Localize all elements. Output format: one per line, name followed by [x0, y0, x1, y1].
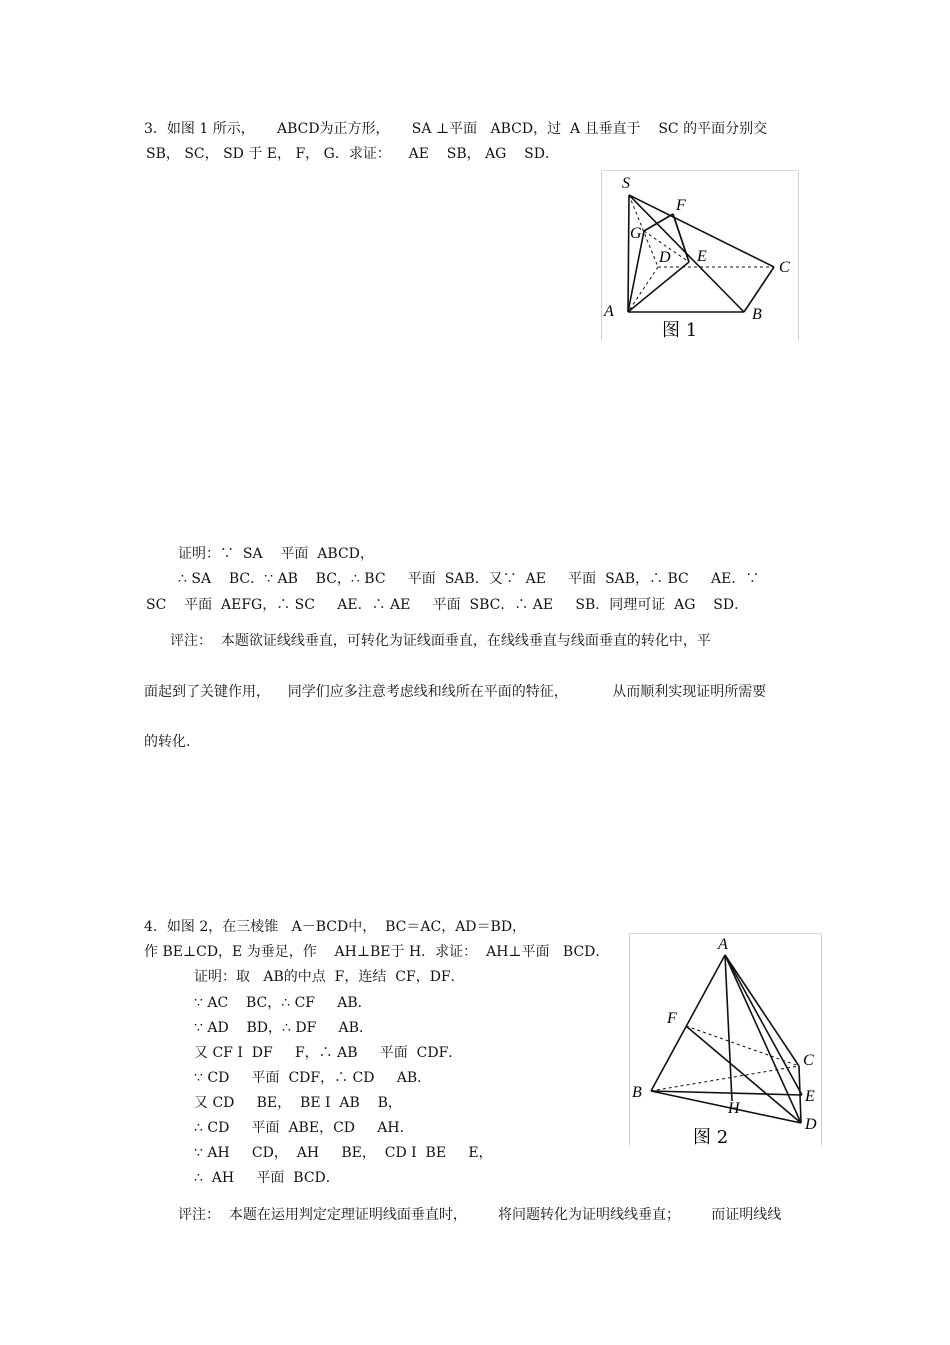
- figure2-caption: 图 2: [693, 1127, 729, 1145]
- problem4-note-line1: 评注： 本题在运用判定定理证明线面垂直时， 将问题转化为证明线线垂直； 而证明线线: [178, 1207, 782, 1223]
- figure1-label-d: D: [659, 249, 671, 266]
- problem3-note-line3: 的转化.: [144, 734, 191, 750]
- problem3-proof-line2: ∴ SA BC．∵ AB BC，∴ BC 平面 SAB．又∵ AE 平面 SAB，∴ BC AE．∵: [178, 571, 760, 587]
- problem4-proof-line8: ∵ AH CD， AH BE， CD I BE E，: [194, 1145, 493, 1161]
- problem4-proof-line7: ∴ CD 平面 ABE，CD AH．: [194, 1120, 414, 1136]
- problem4-statement-line1: 4．如图 2，在三棱锥 A－BCD中， BC＝AC，AD＝BD，: [144, 919, 527, 935]
- problem4-proof-line5: ∵ CD 平面 CDF，∴ CD AB．: [194, 1070, 432, 1086]
- figure2-label-f: F: [667, 1010, 677, 1027]
- figure2-label-d: D: [805, 1116, 817, 1133]
- problem3-proof-line3: SC 平面 AEFG，∴ SC AE．∴ AE 平面 SBC．∴ AE SB．同理可证 AG SD．: [146, 597, 749, 613]
- problem4-proof-line1: 证明：取 AB的中点 F，连结 CF，DF．: [194, 969, 465, 985]
- figure1-pyramid-diagram: [601, 170, 799, 340]
- figure1-label-s: S: [622, 175, 630, 192]
- figure1-label-f: F: [676, 197, 686, 214]
- problem3-note-line1: 评注： 本题欲证线线垂直，可转化为证线面垂直，在线线垂直与线面垂直的转化中，平: [170, 633, 711, 649]
- figure1-label-c: C: [779, 259, 790, 276]
- figure1-label-a: A: [604, 303, 614, 320]
- problem4-proof-line3: ∵ AD BD，∴ DF AB．: [194, 1020, 373, 1036]
- figure1-label-e: E: [697, 248, 707, 265]
- problem3-note-line2: 面起到了关键作用， 同学们应多注意考虑线和线所在平面的特征， 从而顺利实现证明所需要: [144, 684, 767, 700]
- problem4-proof-line2: ∵ AC BC，∴ CF AB．: [194, 995, 372, 1011]
- figure2-label-b: B: [632, 1084, 642, 1101]
- problem3-statement-line2: SB， SC， SD 于 E， F， G．求证： AE SB， AG SD．: [146, 146, 559, 162]
- problem4-proof-line4: 又 CF I DF F，∴ AB 平面 CDF．: [194, 1045, 463, 1061]
- figure2-label-e: E: [805, 1088, 815, 1105]
- figure2-tetrahedron-diagram: [629, 933, 822, 1145]
- problem3-proof-line1: 证明：∵ SA 平面 ABCD，: [178, 546, 374, 562]
- figure2-label-c: C: [803, 1052, 814, 1069]
- figure1-caption: 图 1: [662, 320, 698, 340]
- problem3-statement-line1: 3．如图 1 所示， ABCD为正方形， SA ⊥平面 ABCD，过 A 且垂直于 SC 的平面分别交: [144, 121, 768, 137]
- problem4-statement-line2: 作 BE⊥CD，E 为垂足，作 AH⊥BE于 H．求证： AH⊥平面 BCD．: [144, 944, 610, 960]
- figure1-label-g: G: [630, 225, 642, 242]
- figure1-label-b: B: [752, 306, 762, 323]
- problem4-proof-line6: 又 CD BE， BE I AB B，: [194, 1095, 402, 1111]
- figure2-label-h: H: [728, 1100, 740, 1117]
- figure2-label-a: A: [718, 936, 728, 953]
- problem4-proof-line9: ∴ AH 平面 BCD．: [194, 1170, 340, 1186]
